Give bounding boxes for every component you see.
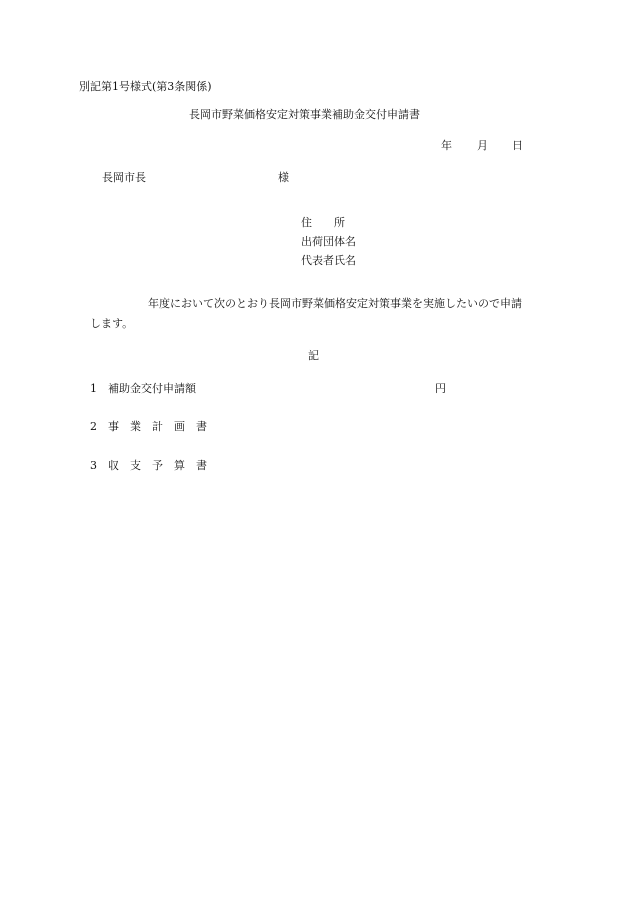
group-name-label: 出荷団体名	[301, 235, 356, 248]
item-label: 補助金交付申請額	[108, 382, 196, 395]
date-year: 年	[441, 139, 452, 152]
body-line-2: します。	[90, 317, 134, 330]
representative-label: 代表者氏名	[301, 254, 356, 267]
item-number: 2	[90, 420, 97, 433]
form-reference: 別記第1号様式(第3条関係)	[79, 80, 212, 93]
item-number: 1	[90, 382, 97, 395]
ki-heading: 記	[308, 349, 319, 362]
address-label: 住 所	[301, 216, 345, 229]
date-month: 月	[477, 139, 488, 152]
addressee-honorific: 様	[278, 171, 289, 184]
date-day: 日	[512, 139, 523, 152]
item-unit: 円	[435, 382, 446, 395]
item-number: 3	[90, 459, 97, 472]
addressee-name: 長岡市長	[102, 171, 146, 184]
document-title: 長岡市野菜価格安定対策事業補助金交付申請書	[189, 108, 420, 121]
body-line-1: 年度において次のとおり長岡市野菜価格安定対策事業を実施したいので申請	[148, 297, 522, 310]
item-label: 収支予算書	[108, 459, 218, 472]
item-label: 事業計画書	[108, 420, 218, 433]
